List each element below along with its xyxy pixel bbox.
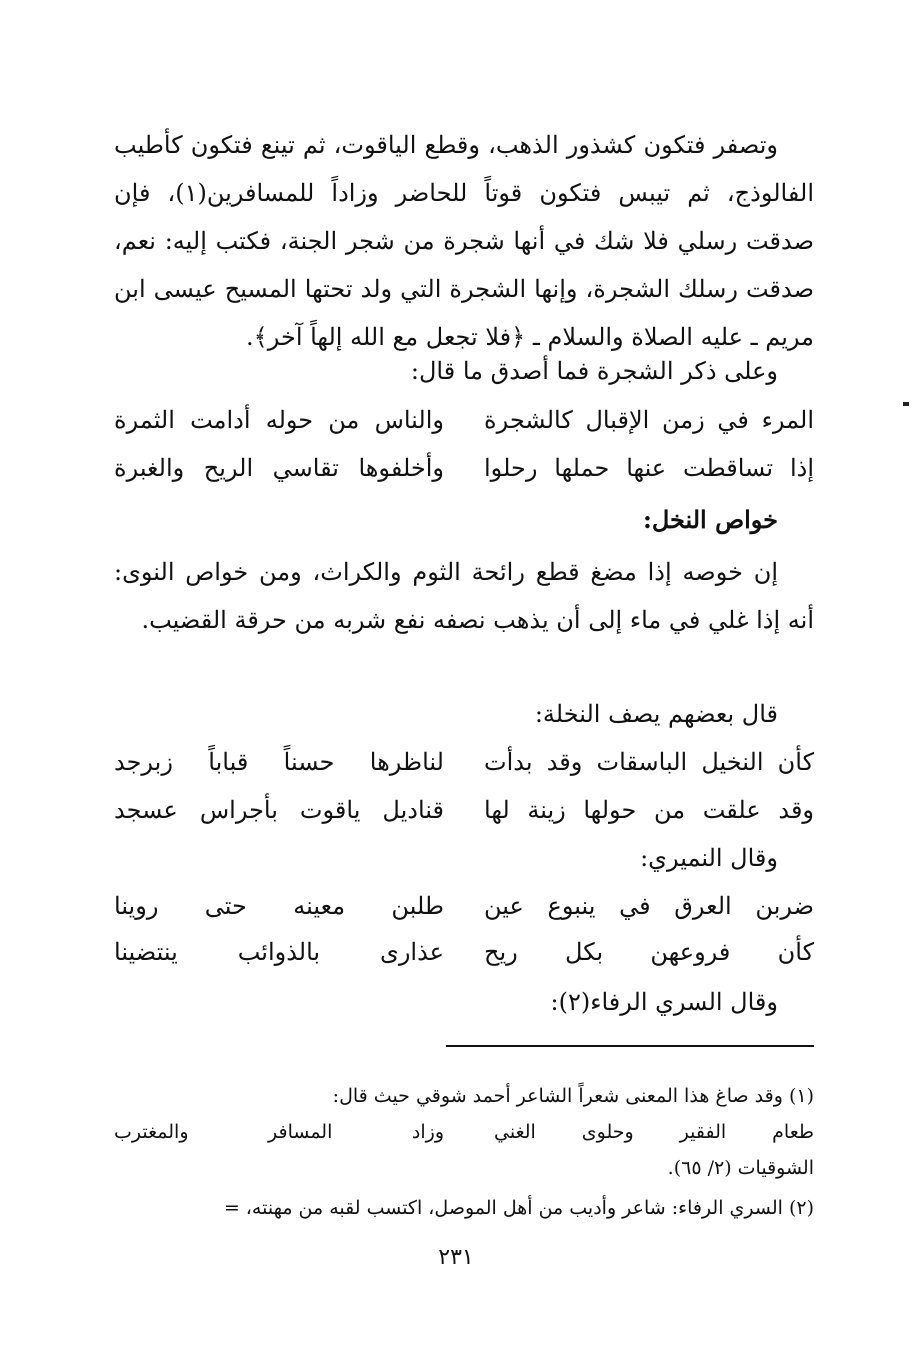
verse-second-hemistich: وأخلفوها تقاسي الريح والغبرة: [114, 454, 444, 482]
verse-line: [114, 738, 814, 786]
footnote-1: (١) وقد صاغ هذا المعنى شعراً الشاعر أحمد شوقي حيث قال:: [332, 1085, 814, 1107]
paragraph-intro-poem4: وقال السري الرفاء(٢):: [550, 988, 778, 1016]
paragraph-dates-description: وتصفر فتكون كشذور الذهب، وقطع الياقوت، ثم تينع فتكون كأطيب الفالوذج، ثم تيبس فتكون قوتاً للحاضر وزاداً للمسافرين(١)، فإن صدقت رسلي فلا شك في أنها شجرة من شجر الجنة، فكتب إليه: نعم، صدقت رسلك الشجرة، وإنها الشجرة التي ولد تحتها المسيح عيسى ابن مريم ـ عليه الصلاة والسلام ـ ﴿فلا تجعل مع الله إلهاً آخر﴾.: [114, 131, 814, 351]
verse-line: [114, 444, 814, 492]
footnote-2: (٢) السري الرفاء: شاعر وأديب من أهل الموصل، اكتسب لقبه من مهنته، =: [223, 1197, 814, 1219]
verse-first-hemistich: كأن النخيل الباسقات وقد بدأت: [484, 748, 814, 776]
footnote-1-source: الشوقيات (٢/ ٦٥).: [667, 1157, 814, 1179]
footnote-verse: [114, 1114, 814, 1150]
scan-mark: [903, 402, 909, 406]
verse-first-hemistich: إذا تساقطت عنها حملها رحلوا: [484, 454, 814, 482]
verse-line: [114, 396, 814, 444]
verse-second-hemistich: لناظرها حسناً قباباً زبرجد: [114, 748, 444, 776]
verse-second-hemistich: والناس من حوله أدامت الثمرة: [114, 406, 444, 434]
paragraph-intro-poem1: وعلى ذكر الشجرة فما أصدق ما قال:: [410, 357, 778, 385]
verse-second-hemistich: قناديل ياقوت بأجراس عسجد: [114, 796, 444, 824]
verse-first-hemistich: كأن فروعهن بكل ريح: [484, 938, 814, 966]
verse-first-hemistich: طعام الفقير وحلوى الغني: [494, 1121, 814, 1143]
paragraph-intro-poem3: وقال النميري:: [640, 844, 778, 872]
verse-line: [114, 786, 814, 834]
verse-first-hemistich: ضربن العرق في ينبوع عين: [484, 892, 814, 920]
verse-second-hemistich: وزاد المسافر والمغترب: [114, 1121, 444, 1143]
section-heading: خواص النخل:: [642, 505, 778, 534]
footnote-separator: [446, 1045, 814, 1047]
verse-first-hemistich: وقد علقت من حولها زينة لها: [484, 796, 814, 824]
verse-second-hemistich: عذارى بالذوائب ينتضينا: [114, 938, 444, 966]
verse-line: [114, 928, 814, 976]
verse-second-hemistich: طلبن معينه حتى روينا: [114, 892, 444, 920]
paragraph-palm-properties: إن خوصه إذا مضغ قطع رائحة الثوم والكراث، ومن خواص النوى: أنه إذا غلي في ماء إلى أن يذهب نصفه نفع شربه من حرقة القضيب.: [114, 558, 814, 634]
verse-first-hemistich: المرء في زمن الإقبال كالشجرة: [484, 406, 814, 434]
paragraph-intro-poem2: قال بعضهم يصف النخلة:: [534, 700, 778, 728]
verse-line: [114, 882, 814, 930]
page-number: ٢٣١: [438, 1245, 474, 1270]
